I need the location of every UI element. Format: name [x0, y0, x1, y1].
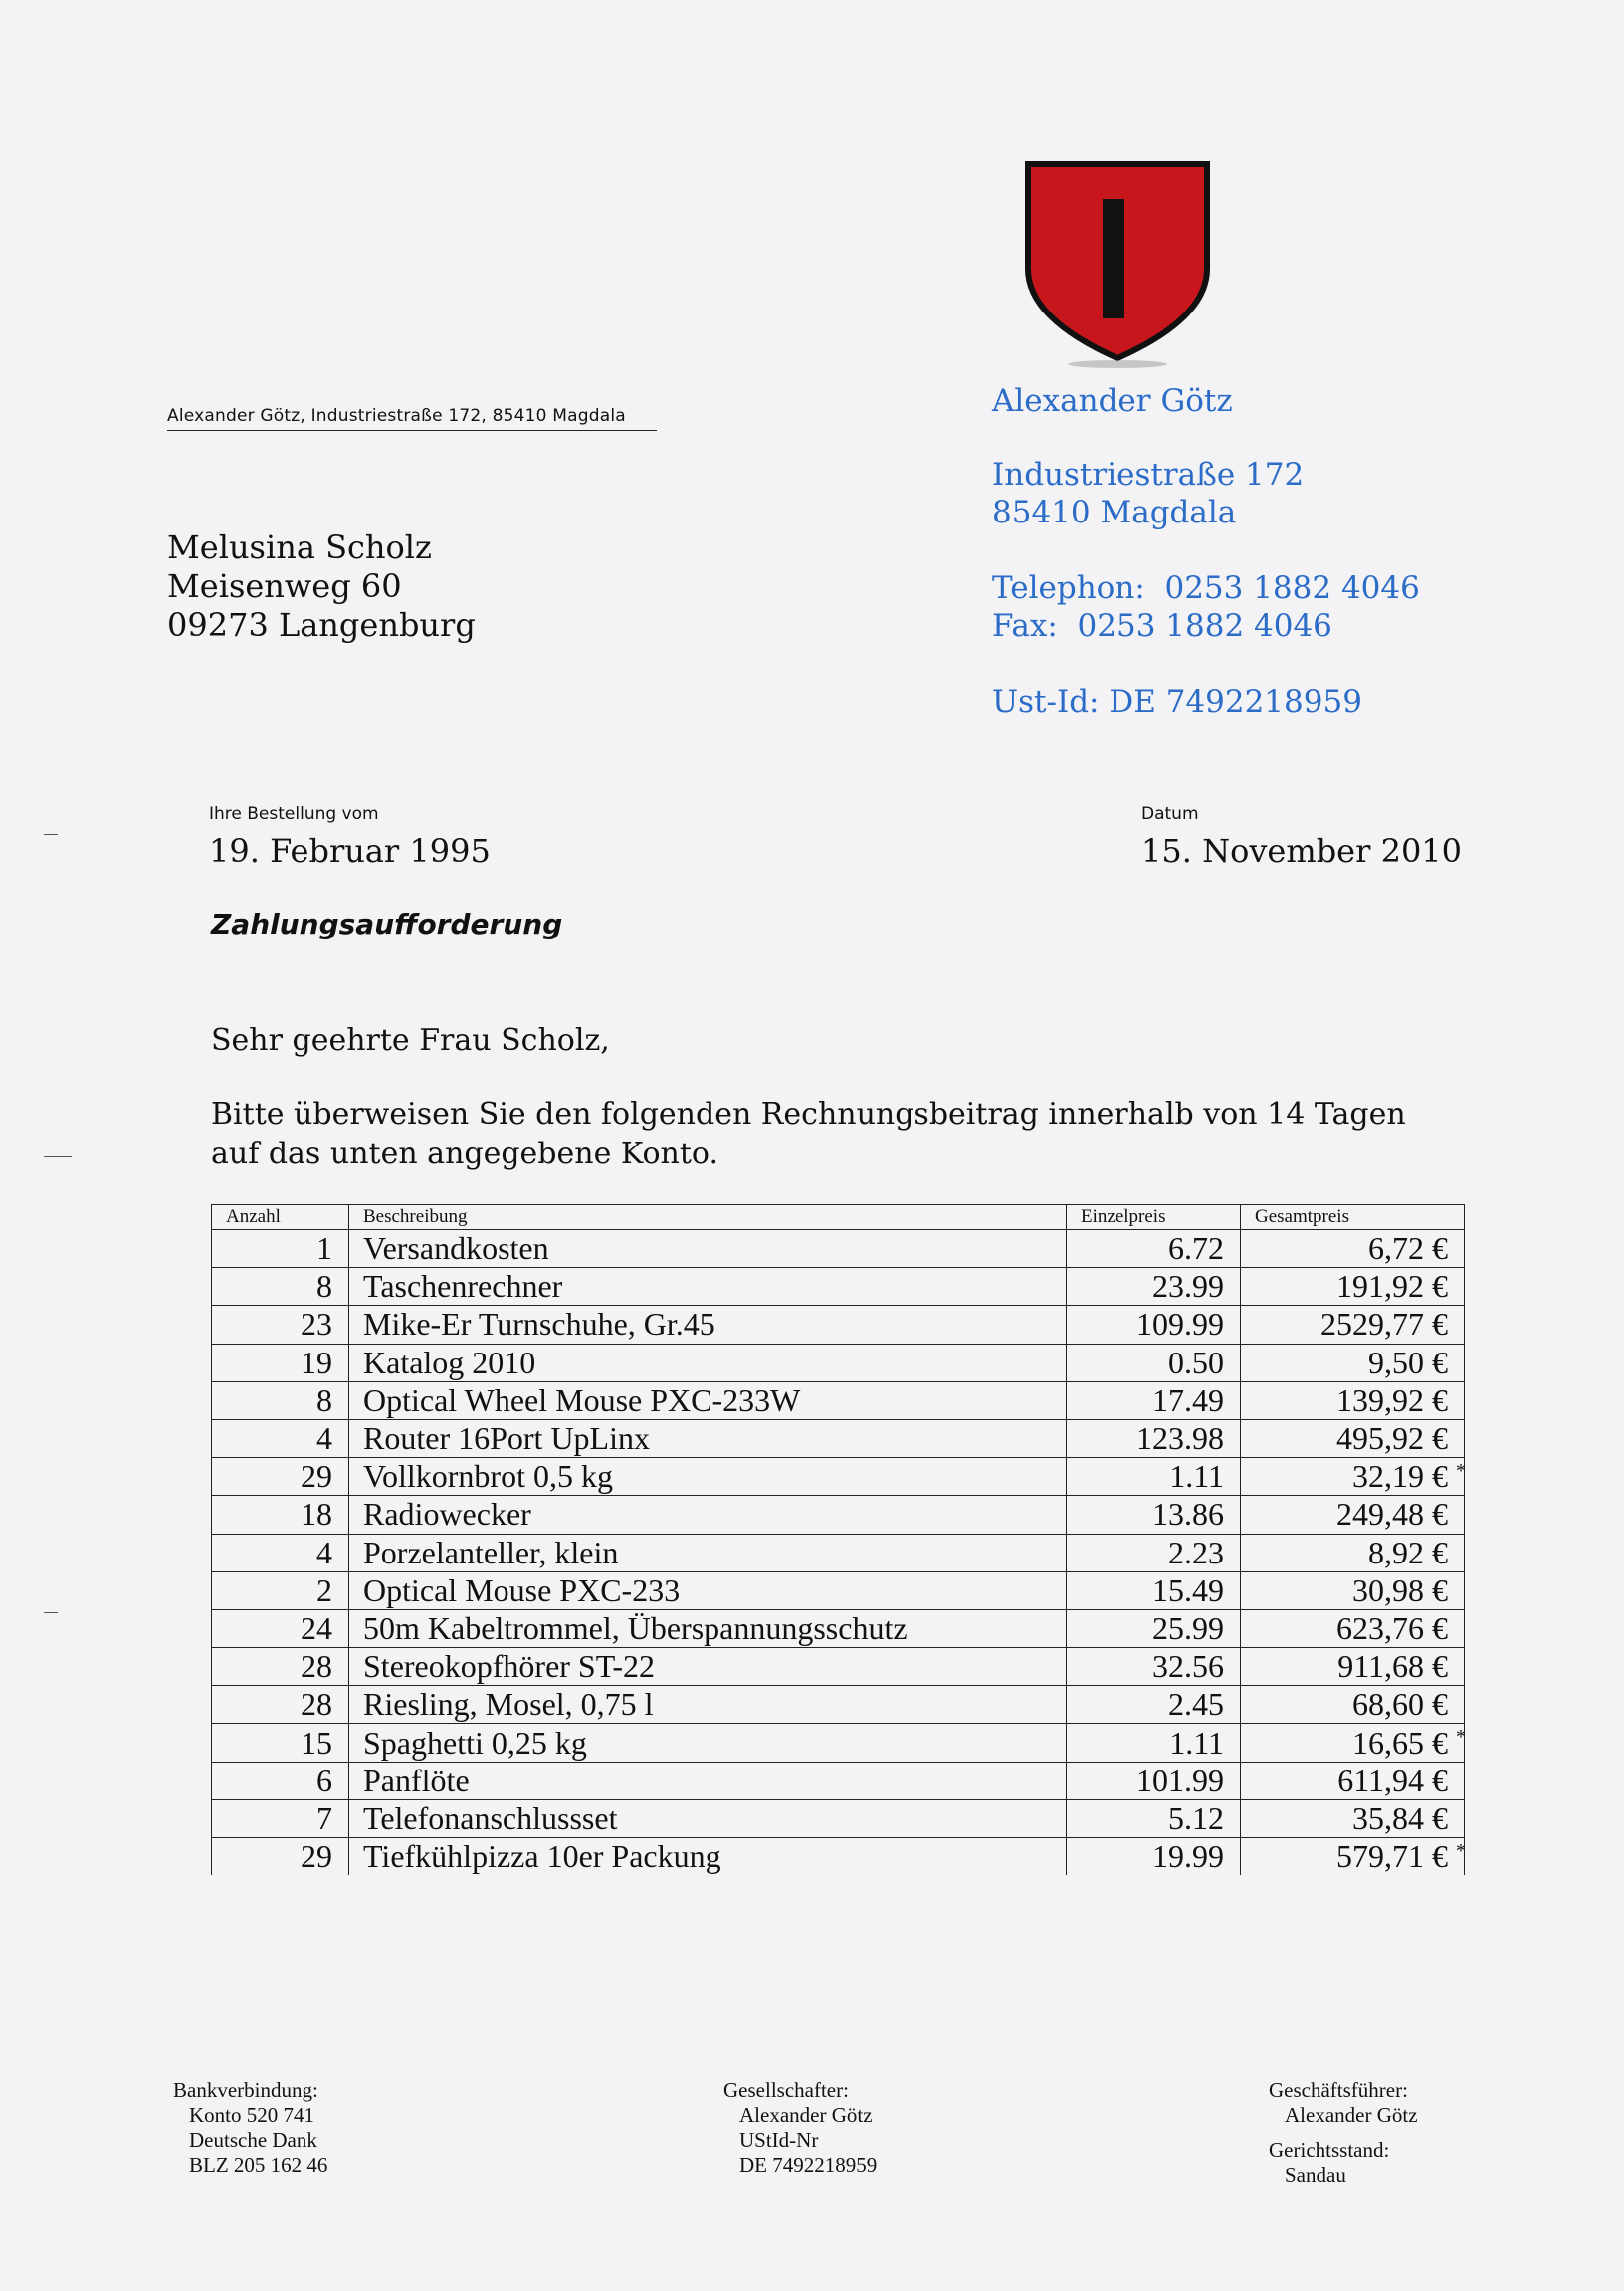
- cell-unit-price: [1067, 1609, 1241, 1647]
- cell-unit-price: [1067, 1268, 1241, 1306]
- cell-total-price-text: 623,76 €: [1336, 1609, 1448, 1646]
- footnote-mark: *: [1456, 1840, 1466, 1862]
- cell-quantity: [212, 1609, 349, 1647]
- cell-unit-price-text: 32.56: [1152, 1648, 1224, 1685]
- footer-partner-title: Gesellschafter:: [723, 2078, 849, 2102]
- company-logo: [1023, 159, 1212, 373]
- cell-quantity-text: 7: [316, 1799, 332, 1836]
- cell-quantity: [212, 1571, 349, 1609]
- cell-unit-price: [1067, 1344, 1241, 1381]
- cell-unit-price: [1067, 1230, 1241, 1268]
- table-row: [212, 1458, 1465, 1496]
- cell-description: [349, 1686, 1067, 1724]
- cell-description-text: Optical Wheel Mouse PXC-233W: [363, 1381, 801, 1418]
- cell-total-price: [1241, 1230, 1465, 1268]
- cell-description-text: Stereokopfhörer ST-22: [363, 1648, 655, 1685]
- cell-unit-price: [1067, 1838, 1241, 1876]
- cell-total-price-text: 16,65 €: [1352, 1724, 1448, 1761]
- cell-description: [349, 1381, 1067, 1419]
- cell-description-text: Optical Mouse PXC-233: [363, 1571, 681, 1608]
- cell-description-text: Versandkosten: [363, 1230, 549, 1267]
- footer-bank-title: Bankverbindung:: [173, 2078, 318, 2102]
- cell-total-price-text: 2529,77 €: [1320, 1306, 1448, 1343]
- cell-unit-price: [1067, 1799, 1241, 1837]
- table-row: [212, 1686, 1465, 1724]
- footer-partner-vat: DE 7492218959: [739, 2153, 878, 2177]
- footer-partner-details: [723, 2078, 877, 2178]
- footer-bank-account: Konto 520 741: [189, 2103, 314, 2127]
- cell-description: [349, 1419, 1067, 1457]
- table-row: [212, 1496, 1465, 1534]
- cell-total-price-text: 139,92 €: [1336, 1381, 1448, 1418]
- cell-total-price-text: 8,92 €: [1368, 1534, 1448, 1570]
- cell-quantity: [212, 1534, 349, 1571]
- table-row: [212, 1230, 1465, 1268]
- footnote-mark: *: [1456, 1460, 1466, 1483]
- sender-phone: Telephon: 0253 1882 4046: [992, 570, 1420, 606]
- cell-quantity: [212, 1268, 349, 1306]
- cell-quantity: [212, 1344, 349, 1381]
- cell-total-price: [1241, 1496, 1465, 1534]
- cell-unit-price: [1067, 1762, 1241, 1799]
- cell-description: [349, 1762, 1067, 1799]
- cell-total-price-text: 68,60 €: [1352, 1686, 1448, 1723]
- cell-unit-price: [1067, 1534, 1241, 1571]
- recipient-name: Melusina Scholz: [167, 528, 432, 566]
- cell-unit-price-text: 5.12: [1168, 1799, 1224, 1836]
- cell-description-text: 50m Kabeltrommel, Überspannungsschutz: [363, 1609, 908, 1646]
- cell-description: [349, 1306, 1067, 1344]
- footer-manager-details: [1269, 2078, 1418, 2187]
- return-address: Alexander Götz, Industriestraße 172, 85410 Magdala: [167, 406, 657, 431]
- cell-description-text: Vollkornbrot 0,5 kg: [363, 1458, 613, 1495]
- cell-description: [349, 1838, 1067, 1876]
- cell-description-text: Tiefkühlpizza 10er Packung: [363, 1838, 721, 1875]
- cell-total-price-text: 30,98 €: [1352, 1571, 1448, 1608]
- cell-description-text: Katalog 2010: [363, 1344, 536, 1380]
- cell-unit-price: [1067, 1458, 1241, 1496]
- footer-bank-details: [173, 2078, 327, 2178]
- cell-quantity-text: 24: [301, 1609, 332, 1646]
- cell-total-price: [1241, 1344, 1465, 1381]
- footer-manager-title: Geschäftsführer:: [1269, 2078, 1408, 2102]
- cell-description: [349, 1571, 1067, 1609]
- letter-body-line: auf das unten angegebene Konto.: [211, 1137, 718, 1171]
- footer-partner-vat-label: UStId-Nr: [739, 2128, 819, 2152]
- letter-body: [211, 1095, 1465, 1174]
- table-row: [212, 1534, 1465, 1571]
- footer-court-value: Sandau: [1285, 2163, 1346, 2187]
- cell-total-price: [1241, 1724, 1465, 1762]
- cell-description: [349, 1724, 1067, 1762]
- cell-description-text: Router 16Port UpLinx: [363, 1420, 650, 1457]
- cell-quantity-text: 28: [301, 1648, 332, 1685]
- cell-quantity-text: 23: [301, 1306, 332, 1343]
- letter-date-value: 15. November 2010: [1141, 832, 1463, 870]
- table-row: [212, 1419, 1465, 1457]
- recipient-address: [167, 528, 476, 645]
- cell-quantity: [212, 1458, 349, 1496]
- table-row: [212, 1762, 1465, 1799]
- table-row: [212, 1571, 1465, 1609]
- cell-total-price: [1241, 1648, 1465, 1686]
- letter-body-line: Bitte überweisen Sie den folgenden Rechnungsbeitrag innerhalb von 14 Tagen: [211, 1097, 1406, 1132]
- cell-total-price: [1241, 1762, 1465, 1799]
- cell-quantity-text: 4: [316, 1534, 332, 1570]
- cell-description: [349, 1458, 1067, 1496]
- cell-quantity-text: 4: [316, 1420, 332, 1457]
- cell-description: [349, 1648, 1067, 1686]
- table-row: [212, 1381, 1465, 1419]
- cell-unit-price-text: 2.45: [1168, 1686, 1224, 1723]
- shield-icon: [1023, 159, 1212, 373]
- fold-mark-middle: [44, 1156, 72, 1157]
- cell-total-price-text: 249,48 €: [1336, 1496, 1448, 1533]
- cell-total-price-text: 911,68 €: [1337, 1648, 1448, 1685]
- cell-total-price-text: 6,72 €: [1368, 1230, 1448, 1267]
- cell-total-price-text: 495,92 €: [1336, 1420, 1448, 1457]
- sender-name: Alexander Götz: [992, 383, 1233, 419]
- cell-total-price-text: 35,84 €: [1352, 1799, 1448, 1836]
- cell-total-price: [1241, 1571, 1465, 1609]
- cell-total-price: [1241, 1609, 1465, 1647]
- cell-description-text: Radiowecker: [363, 1496, 531, 1533]
- recipient-city: 09273 Langenburg: [167, 606, 476, 644]
- cell-unit-price-text: 101.99: [1136, 1762, 1224, 1798]
- cell-unit-price-text: 19.99: [1152, 1838, 1224, 1875]
- table-row: [212, 1724, 1465, 1762]
- cell-quantity: [212, 1230, 349, 1268]
- cell-total-price: [1241, 1381, 1465, 1419]
- footer-bank-name: Deutsche Dank: [189, 2128, 317, 2152]
- column-header-quantity: Anzahl: [212, 1205, 349, 1230]
- cell-description-text: Panflöte: [363, 1762, 470, 1798]
- cell-unit-price: [1067, 1686, 1241, 1724]
- cell-unit-price-text: 17.49: [1152, 1381, 1224, 1418]
- cell-total-price-text: 32,19 €: [1352, 1458, 1448, 1495]
- fold-mark-top: [44, 834, 58, 835]
- letter-date-block: [1141, 804, 1462, 870]
- sender-street: Industriestraße 172: [992, 457, 1305, 493]
- cell-unit-price: [1067, 1419, 1241, 1457]
- cell-unit-price-text: 1.11: [1169, 1458, 1224, 1495]
- column-header-description: Beschreibung: [349, 1205, 1067, 1230]
- cell-total-price: [1241, 1419, 1465, 1457]
- sender-vat-id: Ust-Id: DE 7492218959: [992, 684, 1362, 720]
- footer-bank-blz: BLZ 205 162 46: [189, 2153, 328, 2177]
- cell-unit-price: [1067, 1648, 1241, 1686]
- cell-quantity: [212, 1306, 349, 1344]
- cell-total-price-text: 611,94 €: [1337, 1762, 1448, 1798]
- sender-city: 85410 Magdala: [992, 495, 1237, 530]
- cell-quantity-text: 29: [301, 1458, 332, 1495]
- cell-quantity-text: 1: [316, 1230, 332, 1267]
- cell-total-price: [1241, 1686, 1465, 1724]
- cell-total-price: [1241, 1306, 1465, 1344]
- invoice-items-table: [211, 1204, 1465, 1875]
- cell-total-price-text: 9,50 €: [1368, 1344, 1448, 1380]
- cell-quantity-text: 8: [316, 1381, 332, 1418]
- cell-total-price: [1241, 1799, 1465, 1837]
- cell-unit-price-text: 2.23: [1168, 1534, 1224, 1570]
- column-header-unit-price: Einzelpreis: [1067, 1205, 1241, 1230]
- cell-total-price-text: 191,92 €: [1336, 1268, 1448, 1305]
- cell-unit-price-text: 123.98: [1136, 1420, 1224, 1457]
- cell-description-text: Mike-Er Turnschuhe, Gr.45: [363, 1306, 715, 1343]
- cell-quantity: [212, 1799, 349, 1837]
- cell-description-text: Telefonanschlussset: [363, 1799, 618, 1836]
- table-body: [212, 1230, 1465, 1876]
- table-row: [212, 1609, 1465, 1647]
- cell-unit-price-text: 109.99: [1136, 1306, 1224, 1343]
- footer-manager-name: Alexander Götz: [1285, 2103, 1418, 2127]
- footer-partner-name: Alexander Götz: [739, 2103, 873, 2127]
- cell-quantity-text: 15: [301, 1724, 332, 1761]
- cell-unit-price-text: 23.99: [1152, 1268, 1224, 1305]
- cell-quantity-text: 29: [301, 1838, 332, 1875]
- sender-fax: Fax: 0253 1882 4046: [992, 608, 1332, 644]
- fold-mark-bottom: [44, 1612, 58, 1613]
- cell-unit-price: [1067, 1496, 1241, 1534]
- cell-quantity-text: 28: [301, 1686, 332, 1723]
- table-row: [212, 1838, 1465, 1876]
- letter-date-label: Datum: [1141, 804, 1199, 824]
- cell-quantity: [212, 1419, 349, 1457]
- cell-quantity: [212, 1648, 349, 1686]
- order-date-value: 19. Februar 1995: [209, 832, 491, 870]
- cell-total-price-text: 579,71 €: [1336, 1838, 1448, 1875]
- cell-quantity: [212, 1724, 349, 1762]
- cell-unit-price-text: 25.99: [1152, 1609, 1224, 1646]
- salutation: Sehr geehrte Frau Scholz,: [211, 1023, 610, 1058]
- order-date-label: Ihre Bestellung vom: [209, 804, 379, 824]
- cell-description-text: Riesling, Mosel, 0,75 l: [363, 1686, 654, 1723]
- cell-quantity: [212, 1381, 349, 1419]
- cell-description-text: Spaghetti 0,25 kg: [363, 1724, 587, 1761]
- cell-quantity: [212, 1762, 349, 1799]
- cell-unit-price: [1067, 1306, 1241, 1344]
- table-row: [212, 1344, 1465, 1381]
- table-header-row: [212, 1205, 1465, 1230]
- footer-court-title: Gerichtsstand:: [1269, 2138, 1390, 2162]
- recipient-street: Meisenweg 60: [167, 567, 402, 605]
- cell-unit-price: [1067, 1724, 1241, 1762]
- footnote-mark: *: [1456, 1726, 1466, 1749]
- order-date-block: [209, 804, 491, 870]
- cell-description: [349, 1496, 1067, 1534]
- table-row: [212, 1268, 1465, 1306]
- cell-total-price: [1241, 1534, 1465, 1571]
- cell-total-price: [1241, 1458, 1465, 1496]
- cell-quantity-text: 8: [316, 1268, 332, 1305]
- cell-unit-price: [1067, 1381, 1241, 1419]
- cell-quantity-text: 6: [316, 1762, 332, 1798]
- cell-unit-price-text: 15.49: [1152, 1571, 1224, 1608]
- cell-unit-price-text: 13.86: [1152, 1496, 1224, 1533]
- cell-quantity: [212, 1496, 349, 1534]
- cell-total-price: [1241, 1268, 1465, 1306]
- cell-unit-price-text: 1.11: [1169, 1724, 1224, 1761]
- table-row: [212, 1799, 1465, 1837]
- sender-info: [992, 382, 1420, 721]
- cell-quantity-text: 19: [301, 1344, 332, 1380]
- cell-description: [349, 1268, 1067, 1306]
- cell-description-text: Taschenrechner: [363, 1268, 563, 1305]
- table-row: [212, 1648, 1465, 1686]
- cell-description: [349, 1230, 1067, 1268]
- cell-unit-price-text: 6.72: [1168, 1230, 1224, 1267]
- cell-quantity-text: 2: [316, 1571, 332, 1608]
- cell-unit-price-text: 0.50: [1168, 1344, 1224, 1380]
- cell-description: [349, 1534, 1067, 1571]
- cell-unit-price: [1067, 1571, 1241, 1609]
- cell-quantity: [212, 1838, 349, 1876]
- cell-description-text: Porzelanteller, klein: [363, 1534, 619, 1570]
- column-header-total-price: Gesamtpreis: [1241, 1205, 1465, 1230]
- cell-description: [349, 1609, 1067, 1647]
- cell-quantity-text: 18: [301, 1496, 332, 1533]
- cell-description: [349, 1344, 1067, 1381]
- cell-quantity: [212, 1686, 349, 1724]
- cell-description: [349, 1799, 1067, 1837]
- cell-total-price: [1241, 1838, 1465, 1876]
- table-row: [212, 1306, 1465, 1344]
- letter-subject: Zahlungsaufforderung: [211, 908, 563, 940]
